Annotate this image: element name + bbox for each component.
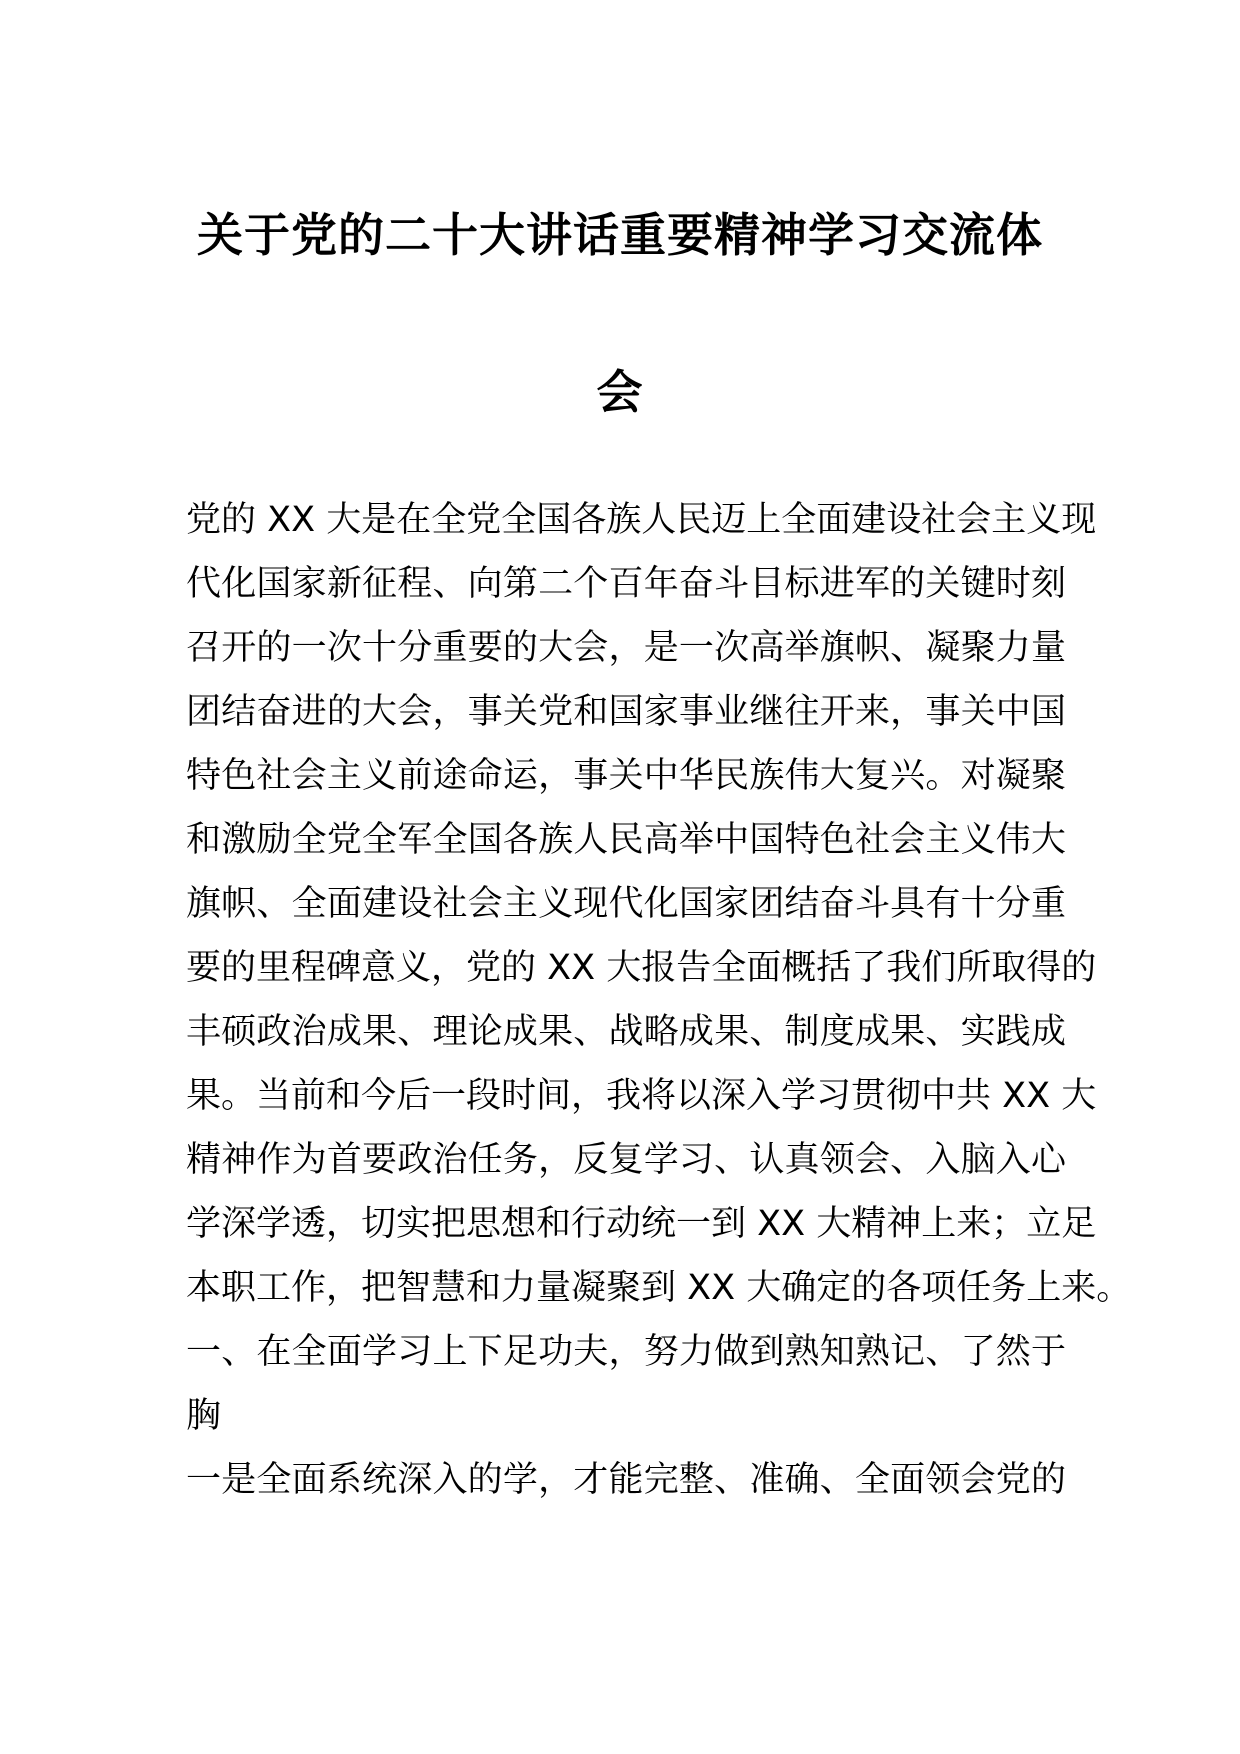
body-line: 本职工作，把智慧和力量凝聚到 XX 大确定的各项任务上来。: [186, 1268, 1132, 1308]
document-title-line-1: 关于党的二十大讲话重要精神学习交流体: [197, 208, 1043, 262]
body-line: 要的里程碑意义，党的 XX 大报告全面概括了我们所取得的: [186, 948, 1097, 988]
body-line: 丰硕政治成果、理论成果、战略成果、制度成果、实践成: [186, 1012, 1066, 1052]
document-body: [186, 488, 1132, 1512]
section-heading-line: 胸: [186, 1396, 222, 1436]
body-line: 特色社会主义前途命运，事关中华民族伟大复兴。对凝聚: [186, 756, 1066, 796]
document-title-line-2: 会: [596, 365, 644, 419]
section-heading-line: 一、在全面学习上下足功夫，努力做到熟知熟记、了然于: [186, 1332, 1066, 1372]
body-line: 召开的一次十分重要的大会，是一次高举旗帜、凝聚力量: [186, 628, 1066, 668]
body-line: 精神作为首要政治任务，反复学习、认真领会、入脑入心: [186, 1140, 1066, 1180]
body-line: 和激励全党全军全国各族人民高举中国特色社会主义伟大: [186, 820, 1066, 860]
body-line: 代化国家新征程、向第二个百年奋斗目标进军的关键时刻: [186, 564, 1066, 604]
body-line: 党的 XX 大是在全党全国各族人民迈上全面建设社会主义现: [186, 500, 1097, 540]
body-line: 学深学透，切实把思想和行动统一到 XX 大精神上来；立足: [186, 1204, 1097, 1244]
body-line: 旗帜、全面建设社会主义现代化国家团结奋斗具有十分重: [186, 884, 1066, 924]
body-line: 果。当前和今后一段时间，我将以深入学习贯彻中共 XX 大: [186, 1076, 1097, 1116]
body-line: 一是全面系统深入的学，才能完整、准确、全面领会党的: [186, 1460, 1066, 1500]
body-line: 团结奋进的大会，事关党和国家事业继往开来，事关中国: [186, 692, 1066, 732]
